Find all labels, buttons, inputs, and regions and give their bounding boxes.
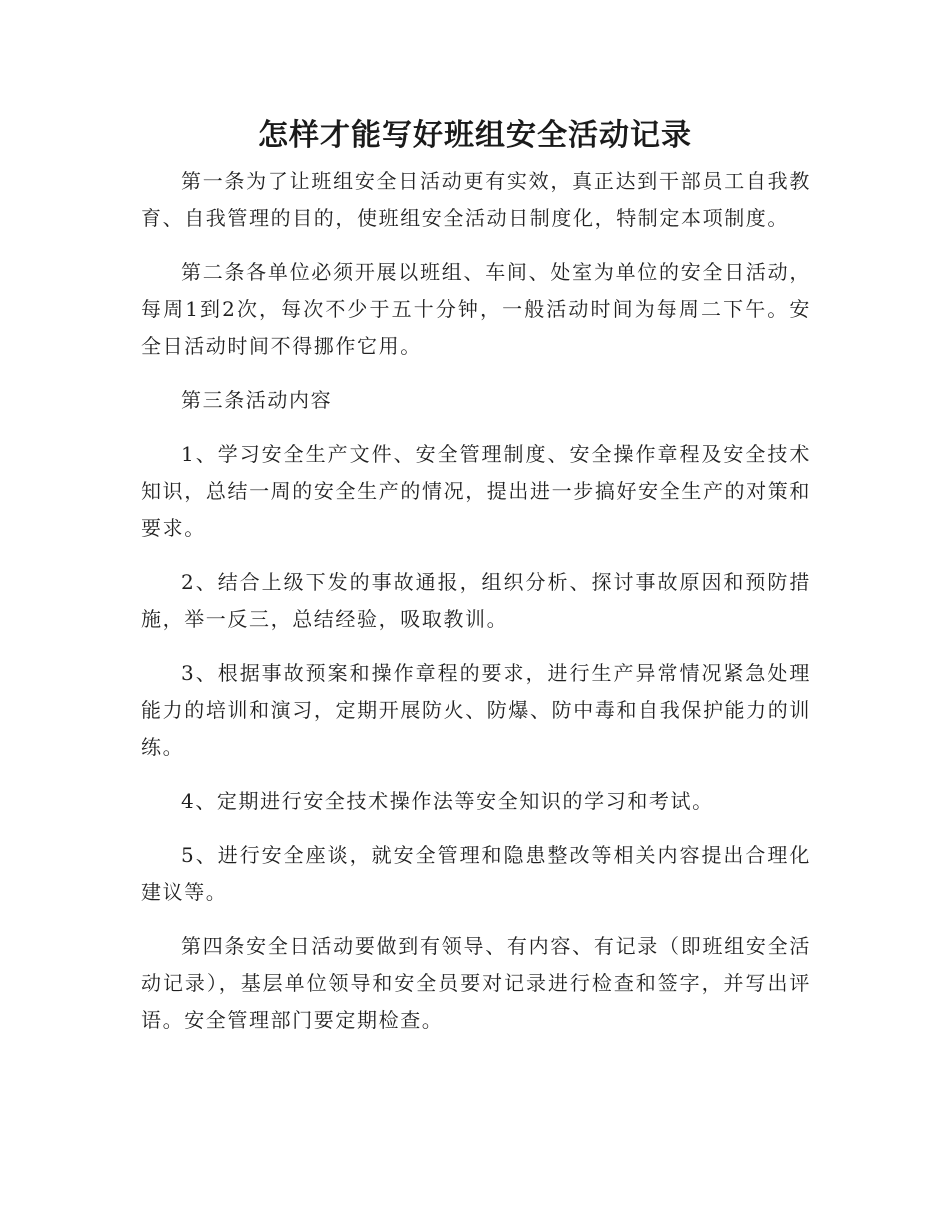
document-title: 怎样才能写好班组安全活动记录 [258, 118, 692, 153]
paragraph-article-2: 第二条各单位必须开展以班组、车间、处室为单位的安全日活动，每周1到2次，每次不少于五十分钟，一般活动时间为每周二下午。安全日活动时间不得挪作它用。 [141, 260, 811, 358]
paragraph-article-1: 第一条为了让班组安全日活动更有实效，真正达到干部员工自我教育、自我管理的目的，使班组安全活动日制度化，特制定本项制度。 [141, 169, 811, 230]
paragraph-article-3-heading: 第三条活动内容 [181, 388, 333, 412]
paragraph-item-5: 5、进行安全座谈，就安全管理和隐患整改等相关内容提出合理化建议等。 [141, 843, 811, 904]
paragraph-item-4: 4、定期进行安全技术操作法等安全知识的学习和考试。 [181, 789, 714, 813]
paragraph-item-2: 2、结合上级下发的事故通报，组织分析、探讨事故原因和预防措施，举一反三，总结经验，吸取教训。 [141, 570, 811, 631]
paragraph-article-4: 第四条安全日活动要做到有领导、有内容、有记录（即班组安全活动记录），基层单位领导和安全员要对记录进行检查和签字，并写出评语。安全管理部门要定期检查。 [141, 934, 811, 1032]
paragraph-item-1: 1、学习安全生产文件、安全管理制度、安全操作章程及安全技术知识，总结一周的安全生产的情况，提出进一步搞好安全生产的对策和要求。 [141, 442, 811, 540]
paragraph-item-3: 3、根据事故预案和操作章程的要求，进行生产异常情况紧急处理能力的培训和演习，定期开展防火、防爆、防中毒和自我保护能力的训练。 [141, 661, 811, 759]
document-body [141, 163, 811, 1056]
